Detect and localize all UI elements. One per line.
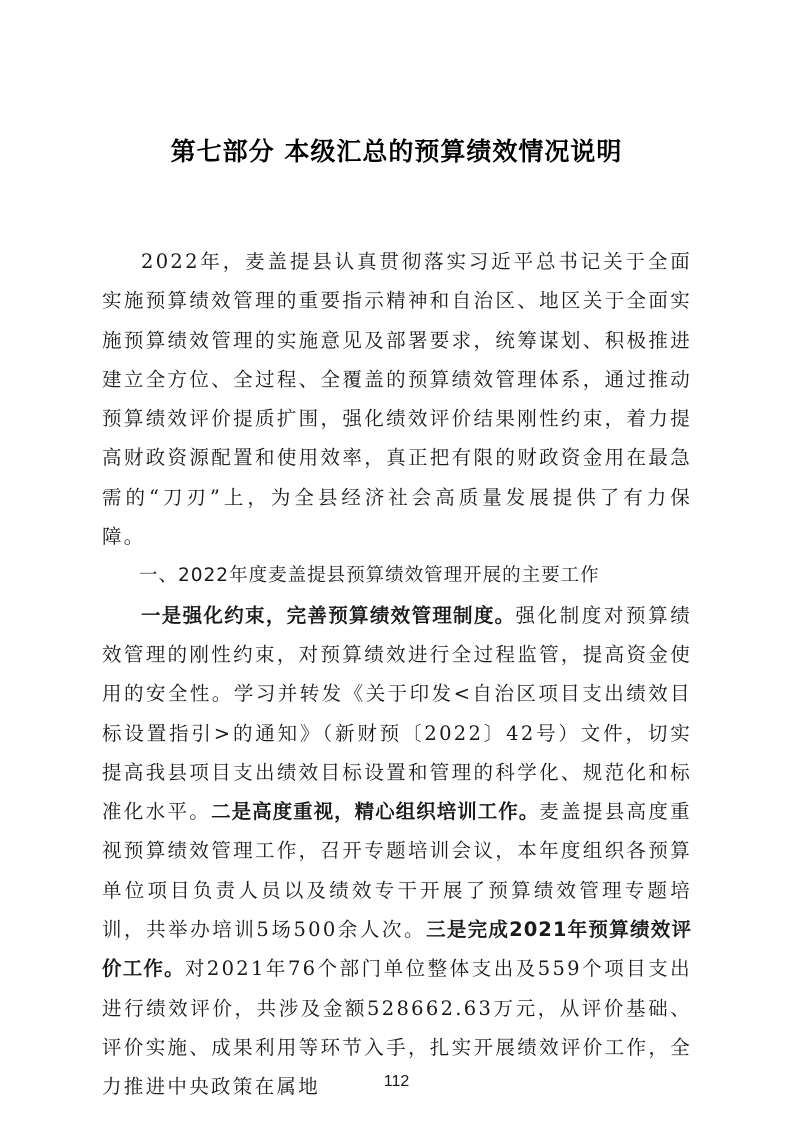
document-body: [102, 242, 692, 1107]
item2-lead: 二是高度重视，精心组织培训工作。: [211, 800, 540, 824]
page-title: 第七部分 本级汇总的预算绩效情况说明: [170, 137, 623, 166]
work-items-paragraph: [102, 596, 692, 1107]
item1-lead: 一是强化约束，完善预算绩效管理制度。: [141, 603, 516, 627]
item1-text: 强化制度对预算绩效管理的刚性约束，对预算绩效进行全过程监管，提高资金使用的安全性。学习并转发《关于印发<自治区项目支出绩效目标设置指引>的通知》（新财预〔2022〕42号）文件，切实提高我县项目支出绩效目标设置和管理的科学化、规范化和标准化水平。: [102, 603, 692, 824]
section-heading: 一、2022年度麦盖提县预算绩效管理开展的主要工作: [139, 565, 600, 587]
intro-paragraph: 2022年，麦盖提县认真贯彻落实习近平总书记关于全面实施预算绩效管理的重要指示精神和自治区、地区关于全面实施预算绩效管理的实施意见及部署要求，统筹谋划、积极推进建立全方位、全过程、全覆盖的预算绩效管理体系，通过推动预算绩效评价提质扩围，强化绩效评价结果刚性约束，着力提高财政资源配置和使用效率，真正把有限的财政资金用在最急需的“刀刃”上，为全县经济社会高质量发展提供了有力保障。: [102, 250, 692, 549]
item3-lead: 三是完成2021年预算绩效评价工作。: [102, 918, 692, 981]
page-number: 112: [383, 1073, 410, 1090]
item2-text: 麦盖提县高度重视预算绩效管理工作，召开专题培训会议，本年度组织各预算单位项目负责人员以及绩效专干开展了预算绩效管理专题培训，共举办培训5场500余人次。: [102, 800, 692, 942]
item3-text: 对2021年76个部门单位整体支出及559个项目支出进行绩效评价，共涉及金额528662.63万元，从评价基础、评价实施、成果利用等环节入手，扎实开展绩效评价工作，全力推进中央政策在属地: [102, 957, 692, 1099]
